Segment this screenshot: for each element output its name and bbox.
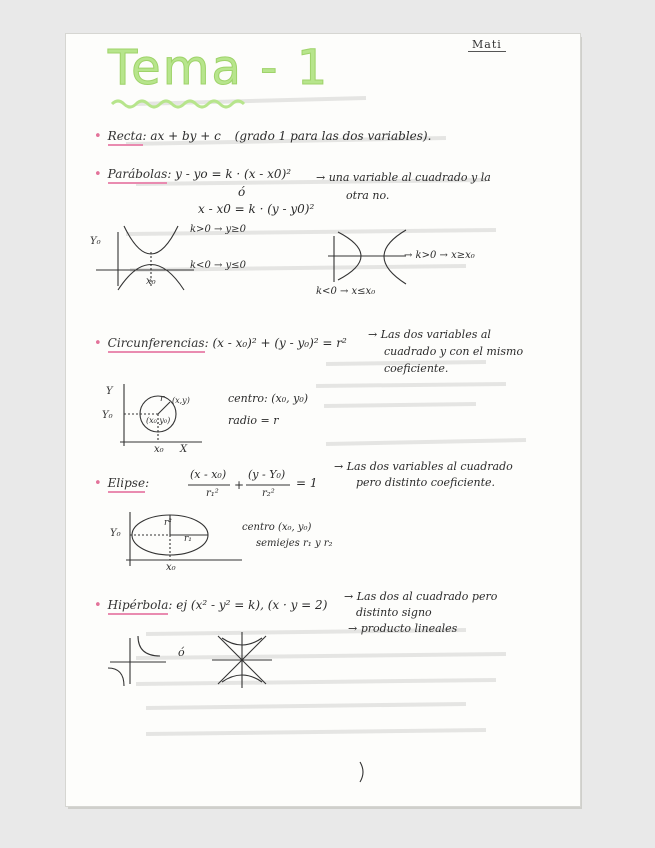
graph2-bottom-note: k<0 → x≤x₀ xyxy=(316,286,376,297)
page-title: Tema - 1 xyxy=(108,40,330,96)
recta-note: (grado 1 para las dos variables). xyxy=(234,129,432,143)
elipse-plus: + xyxy=(234,478,245,492)
elipse-semiejes: semiejes r₁ y r₂ xyxy=(256,538,333,549)
circunferencias-eq: : (x - x₀)² + (y - y₀)² = r² xyxy=(204,336,347,350)
bullet-icon: • xyxy=(94,167,102,182)
parabolas-eq2: x - x0 = k · (y - y0)² xyxy=(198,202,315,216)
circ-point-edge: (x,y) xyxy=(172,396,190,405)
bullet-icon: • xyxy=(94,336,102,351)
circ-axis-x: X xyxy=(180,444,188,455)
hiperbola-eq: : ej (x² - y² = k), (x · y = 2) xyxy=(168,598,328,612)
graph1-y0: Y₀ xyxy=(90,236,101,247)
parabolas-note-2: otra no. xyxy=(346,189,390,202)
circ-axis-y: Y xyxy=(106,386,113,397)
circ-point-center: (x₀,y₀) xyxy=(146,416,171,425)
parabolas-note-1: → una variable al cuadrado y la xyxy=(316,171,491,184)
parabolas-or: ó xyxy=(238,185,246,199)
elipse-num1: (x - x₀) xyxy=(190,468,227,481)
notebook-page xyxy=(66,34,580,806)
elipse-note-1: → Las dos variables al cuadrado xyxy=(334,460,513,473)
hiperbola-or: ó xyxy=(178,646,185,659)
parabolas-eq1: : y - yo = k · (x - x0)² xyxy=(167,167,292,181)
circ-note-2: cuadrado y con el mismo xyxy=(384,345,524,358)
elipse-x0: x₀ xyxy=(166,562,176,573)
elipse-equals: = 1 xyxy=(296,476,318,490)
circ-note-3: coeficiente. xyxy=(384,362,449,375)
elipse-den2: r₂² xyxy=(262,488,275,499)
elipse-den1: r₁² xyxy=(206,488,219,499)
graph1-k-positive: k>0 → y≥0 xyxy=(190,224,246,235)
circ-radio: radio = r xyxy=(228,414,279,427)
hiperbola-label: Hipérbola xyxy=(108,598,169,615)
hiperbola-note-1: → Las dos al cuadrado pero xyxy=(344,590,498,603)
bullet-icon: • xyxy=(94,476,102,491)
page-corner-label: Mati xyxy=(468,38,506,52)
hiperbola-note-3: → producto lineales xyxy=(348,622,458,635)
hiperbola-note-2: distinto signo xyxy=(356,606,432,619)
elipse-y0: Y₀ xyxy=(110,528,121,539)
elipse-r2-label: r² xyxy=(164,518,172,528)
circunferencias-label: Circunferencias xyxy=(108,336,205,353)
circ-centro: centro: (x₀, y₀) xyxy=(228,392,309,405)
circ-radius-label: r xyxy=(160,394,165,404)
circ-axis-x0: x₀ xyxy=(154,444,164,455)
elipse-label: Elipse xyxy=(108,476,145,493)
parabolas-label: Parábolas xyxy=(108,167,168,184)
circ-axis-y0: Y₀ xyxy=(102,410,113,421)
elipse-centro: centro (x₀, y₀) xyxy=(242,522,312,533)
graph1-k-negative: k<0 → y≤0 xyxy=(190,260,246,271)
recta-label: Recta xyxy=(108,129,143,146)
bullet-icon: • xyxy=(94,598,102,613)
elipse-note-2: pero distinto coeficiente. xyxy=(356,476,496,489)
recta-formula: : ax + by + c xyxy=(142,129,221,143)
bullet-icon: • xyxy=(94,129,102,144)
elipse-num2: (y - Y₀) xyxy=(248,468,286,481)
stray-mark xyxy=(66,34,580,806)
elipse-line: • Elipse: xyxy=(94,476,150,491)
elipse-r1-label: r₁ xyxy=(184,534,192,544)
circ-note-1: → Las dos variables al xyxy=(368,328,491,341)
graph1-x0: x₀ xyxy=(146,276,156,287)
graph2-right-note: → k>0 → x≥x₀ xyxy=(404,250,475,261)
